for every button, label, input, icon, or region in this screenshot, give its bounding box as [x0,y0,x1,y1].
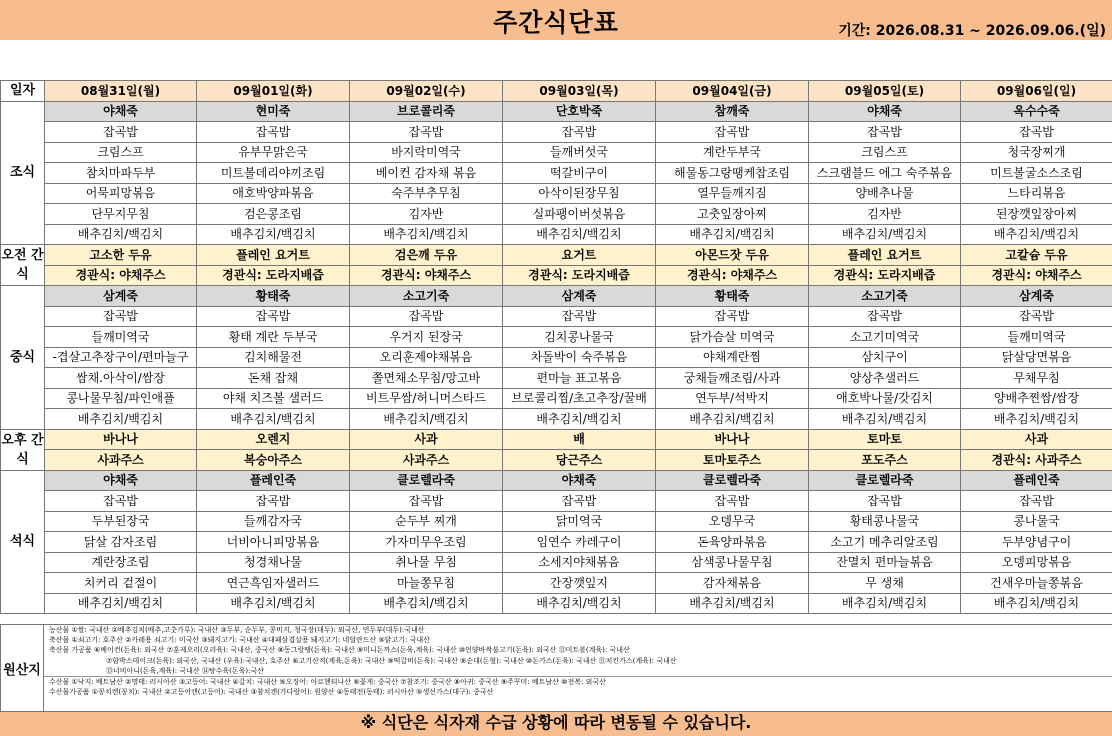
day-header: 09월01일(화) [197,81,350,102]
menu-item: -겹살고추장구이/편마늘구 [45,347,197,368]
menu-item: 청국장찌개 [961,142,1112,163]
menu-item: 오뎅무국 [656,511,809,532]
menu-item: 잡곡밥 [503,491,656,512]
menu-item: 아몬드잣 두유 [656,245,809,266]
origin-line-produce: 농산물 ①쌀: 국내산 ②배추김치(배추,고춧가루): 국내산 ③두부, 순두부, 콩비지, 청국장(대두): 외국산, 연두부(대두):국내산 [49,626,425,634]
breakfast-row [1,163,1112,184]
menu-item: 들깨미역국 [961,327,1112,348]
menu-item: 배추김치/백김치 [350,593,503,614]
menu-item: 차돌박이 숙주볶음 [503,347,656,368]
origin-line-meat-processed-2: ⑦함박스테이크(돈육): 외국산, 국내산 (우육):국내산, 호주산 ⑥고기산적(계육,돈육): 국내산 ⑨떡갈비(돈육): 국내산 ⑨순대(돈혈): 국내산 ⑩돈가스(돈육): 국내산 ⑪치킨가스(계육): 국내산 [106,656,677,665]
menu-item: 돈채 잡채 [197,368,350,389]
menu-item: 배추김치/백김치 [503,224,656,245]
menu-item: 돈육양파볶음 [656,532,809,553]
menu-item: 잡곡밥 [350,491,503,512]
menu-item: 배추김치/백김치 [961,409,1112,430]
menu-item: 미트볼데리야끼조림 [197,163,350,184]
menu-item: 미트볼굴소스조림 [961,163,1112,184]
menu-item: 토마토주스 [656,450,809,471]
menu-item: 경관식: 도라지배즙 [809,265,961,286]
morning-snack-row [1,245,1112,266]
day-header-row [1,81,1112,102]
menu-item: 야채죽 [809,101,961,122]
menu-item: 야채 치즈볼 샐러드 [197,388,350,409]
date-header-label: 일자 [1,81,45,102]
menu-item: 연두부/석박지 [656,388,809,409]
morning-snack-row [1,265,1112,286]
menu-item: 배추김치/백김치 [197,593,350,614]
menu-item: 계란장조림 [45,552,197,573]
lunch-row [1,306,1112,327]
menu-item: 배추김치/백김치 [503,409,656,430]
menu-item: 크림스프 [809,142,961,163]
lunch-row [1,368,1112,389]
breakfast-row [1,122,1112,143]
menu-item: 계란두부국 [656,142,809,163]
menu-item: 소고기죽 [809,286,961,307]
menu-item: 잔멸치 편마늘볶음 [809,552,961,573]
menu-item: 양배추찐쌈/쌈장 [961,388,1112,409]
menu-item: 단무지무침 [45,204,197,225]
menu-item: 소고기미역국 [809,327,961,348]
menu-item: 삼색콩나물무침 [656,552,809,573]
menu-item: 플레인 요거트 [809,245,961,266]
menu-item: 김치해물전 [197,347,350,368]
menu-item: 쌈채.아삭이/쌈장 [45,368,197,389]
menu-item: 배추김치/백김치 [350,224,503,245]
menu-item: 우거지 된장국 [350,327,503,348]
menu-item: 잡곡밥 [503,122,656,143]
menu-item: 베이컨 감자채 볶음 [350,163,503,184]
menu-item: 배추김치/백김치 [197,409,350,430]
morning-snack-label: 오전 간식 [1,245,45,286]
menu-item: 경관식: 야채주스 [350,265,503,286]
menu-item: 아삭이된장무침 [503,183,656,204]
menu-item: 바지락미역국 [350,142,503,163]
menu-item: 야채죽 [45,470,197,491]
origin-body [44,624,1112,712]
day-header: 08월31일(월) [45,81,197,102]
menu-item: 배추김치/백김치 [45,224,197,245]
menu-item: 소고기죽 [350,286,503,307]
day-header: 09월05일(토) [809,81,961,102]
menu-item: 사과주스 [350,450,503,471]
menu-item: 숙주부추무침 [350,183,503,204]
menu-item: 당근주스 [503,450,656,471]
dinner-row [1,470,1112,491]
lunch-row [1,388,1112,409]
lunch-label: 중식 [1,286,45,430]
menu-item: 사과 [961,429,1112,450]
menu-item: 크림스프 [45,142,197,163]
menu-item: 배추김치/백김치 [961,224,1112,245]
menu-item: 유부무맑은국 [197,142,350,163]
menu-item: 잡곡밥 [45,306,197,327]
menu-item: 떡갈비구이 [503,163,656,184]
menu-item: 잡곡밥 [503,306,656,327]
dinner-row [1,511,1112,532]
menu-item: 플레인죽 [197,470,350,491]
menu-item: 잡곡밥 [809,306,961,327]
menu-body [1,81,1112,614]
menu-item: 잡곡밥 [197,491,350,512]
menu-item: 임연수 카레구이 [503,532,656,553]
dinner-row [1,573,1112,594]
menu-item: 야채죽 [503,470,656,491]
breakfast-row [1,101,1112,122]
dinner-row [1,552,1112,573]
menu-item: 배 [503,429,656,450]
menu-item: 배추김치/백김치 [197,224,350,245]
afternoon-snack-label: 오후 간식 [1,429,45,470]
menu-item: 현미죽 [197,101,350,122]
dinner-row [1,532,1112,553]
menu-item: 플레인 요거트 [197,245,350,266]
breakfast-row [1,204,1112,225]
menu-item: 잡곡밥 [656,491,809,512]
menu-item: 배추김치/백김치 [45,409,197,430]
menu-item: 애호박나물/갓김치 [809,388,961,409]
menu-item: 배추김치/백김치 [45,593,197,614]
menu-item: 닭미역국 [503,511,656,532]
menu-item: 어묵피망볶음 [45,183,197,204]
breakfast-label: 조식 [1,101,45,245]
menu-item: 잡곡밥 [350,306,503,327]
menu-item: 삼계죽 [45,286,197,307]
menu-item: 연근흑임자샐러드 [197,573,350,594]
menu-item: 바나나 [656,429,809,450]
day-header: 09월02일(수) [350,81,503,102]
afternoon-snack-row [1,429,1112,450]
menu-item: 된장깻잎장아찌 [961,204,1112,225]
menu-item: 배추김치/백김치 [656,224,809,245]
origin-label: 원산지 [0,624,44,712]
menu-item: 경관식: 야채주스 [45,265,197,286]
menu-item: 삼계죽 [503,286,656,307]
menu-item: 검은깨 두유 [350,245,503,266]
menu-item: 무채무침 [961,368,1112,389]
dinner-row [1,491,1112,512]
breakfast-row [1,183,1112,204]
menu-item: 양상추샐러드 [809,368,961,389]
title-bar [0,0,1112,40]
menu-item: 황태 계란 두부국 [197,327,350,348]
menu-item: 닭가슴살 미역국 [656,327,809,348]
menu-item: 두부양념구이 [961,532,1112,553]
day-header: 09월06일(일) [961,81,1112,102]
menu-item: 감자채볶음 [656,573,809,594]
menu-item: 잡곡밥 [45,491,197,512]
menu-item: 배추김치/백김치 [809,224,961,245]
menu-item: 잡곡밥 [350,122,503,143]
menu-item: 애호박양파볶음 [197,183,350,204]
menu-item: 편마늘 표고볶음 [503,368,656,389]
menu-item: 닭살 감자조림 [45,532,197,553]
menu-item: 소고기 메추리알조림 [809,532,961,553]
menu-item: 청경채나물 [197,552,350,573]
lunch-row [1,409,1112,430]
menu-item: 잡곡밥 [197,122,350,143]
menu-item: 소세지야채볶음 [503,552,656,573]
lunch-row [1,327,1112,348]
menu-item: 잡곡밥 [656,122,809,143]
footer-notice: ※ 식단은 식자재 수급 상황에 따라 변동될 수 있습니다. [0,712,1112,736]
dinner-label: 석식 [1,470,45,614]
menu-item: 배추김치/백김치 [503,593,656,614]
menu-item: 들깨미역국 [45,327,197,348]
menu-item: 고소한 두유 [45,245,197,266]
menu-item: 비트무쌈/허니머스타드 [350,388,503,409]
menu-item: 오리훈제야채볶음 [350,347,503,368]
dinner-row [1,593,1112,614]
menu-item: 김자반 [809,204,961,225]
menu-item: 잡곡밥 [961,122,1112,143]
menu-item: 사과 [350,429,503,450]
menu-item: 잡곡밥 [809,122,961,143]
menu-item: 느타리볶음 [961,183,1112,204]
menu-item: 오렌지 [197,429,350,450]
menu-item: 배추김치/백김치 [350,409,503,430]
menu-item: 야채죽 [45,101,197,122]
page-title: 주간식단표 [493,8,619,37]
period-range: 기간: 2026.08.31 ~ 2026.09.06.(일) [838,23,1106,39]
menu-item: 경관식: 도라지배즙 [197,265,350,286]
menu-item: 삼계죽 [961,286,1112,307]
menu-item: 고칼슘 두유 [961,245,1112,266]
menu-item: 잡곡밥 [961,306,1112,327]
menu-item: 포도주스 [809,450,961,471]
day-header: 09월04일(금) [656,81,809,102]
menu-item: 잡곡밥 [961,491,1112,512]
menu-item: 순두부 찌개 [350,511,503,532]
menu-item: 고춧잎장아찌 [656,204,809,225]
afternoon-snack-row [1,450,1112,471]
menu-item: 배추김치/백김치 [656,409,809,430]
menu-item: 참깨죽 [656,101,809,122]
menu-item: 야채계란찜 [656,347,809,368]
menu-item: 오뎅피망볶음 [961,552,1112,573]
menu-item: 잡곡밥 [809,491,961,512]
menu-item: 실파팽이버섯볶음 [503,204,656,225]
menu-item: 콩나물국 [961,511,1112,532]
menu-item: 잡곡밥 [197,306,350,327]
menu-item: 황태죽 [197,286,350,307]
menu-item: 옥수수죽 [961,101,1112,122]
origin-line-meat-processed-3: ⑬너비아니(돈육,계육): 국내산 ⑭탕수육(돈육):국산 [106,666,265,675]
menu-item: 스크램블드 에그 숙주볶음 [809,163,961,184]
origin-line-meat-processed: 축산물 가공품 ⑥베이컨(돈육): 외국산 ⑦훈제오리(오리육): 국내산, 중국산 ⑧동그랑땡(돈육): 국내산 ⑨미니돈까스(돈육,계육): 국내산 ⑩언양바싹불고기(돈육): 외국산 ⑪미트볼(계육): 국내산 [49,646,630,655]
menu-item: 배추김치/백김치 [809,593,961,614]
menu-item: 열무들깨지짐 [656,183,809,204]
menu-item: 들깨감자국 [197,511,350,532]
menu-item: 건새우마늘쫑볶음 [961,573,1112,594]
menu-item: 경관식: 야채주스 [656,265,809,286]
menu-item: 무 생채 [809,573,961,594]
menu-item: 황태죽 [656,286,809,307]
menu-item: 토마토 [809,429,961,450]
origin-line-seafood: 수산물 ①낙지: 베트남산 ②명태: 러시아산 ③고등어: 국내산 ④갈치: 국내산 ⑤오징어: 아르헨티나산 ⑥꽃게: 중국산 ⑦참조기: 중국산 ⑧아귀: 중국산 ⑨주꾸미: 베트남산 ⑩전복: 외국산 [44,676,1112,687]
menu-item: 잡곡밥 [45,122,197,143]
menu-item: 사과주스 [45,450,197,471]
menu-item: 복숭아주스 [197,450,350,471]
menu-item: 닭살당면볶음 [961,347,1112,368]
menu-item: 취나물 무침 [350,552,503,573]
menu-item: 검은콩조림 [197,204,350,225]
breakfast-row [1,142,1112,163]
day-header: 09월03일(목) [503,81,656,102]
menu-item: 클로렐라죽 [656,470,809,491]
menu-item: 단호박죽 [503,101,656,122]
menu-item: 양배추나물 [809,183,961,204]
menu-item: 삼치구이 [809,347,961,368]
menu-item: 배추김치/백김치 [961,593,1112,614]
origin-section [0,624,1112,712]
menu-item: 참치마파두부 [45,163,197,184]
menu-item: 콩나물무침/파인애플 [45,388,197,409]
breakfast-row [1,224,1112,245]
menu-item: 가자미무우조림 [350,532,503,553]
menu-item: 클로렐라죽 [809,470,961,491]
menu-item: 김자반 [350,204,503,225]
menu-item: 마늘쫑무침 [350,573,503,594]
menu-item: 경관식: 사과주스 [961,450,1112,471]
origin-line-meat: 축산물 ①쇠고기: 호주산 ②카레용 쇠고기: 미국산 ③돼지고기: 국내산 ④대패삼겹살용 돼지고기: 네덜란드산 ⑤닭고기: 국내산 [49,636,430,645]
menu-item: 김치콩나물국 [503,327,656,348]
menu-item: 너비아니피망볶음 [197,532,350,553]
menu-item: 플레인죽 [961,470,1112,491]
menu-item: 브로콜리죽 [350,101,503,122]
menu-item: 브로콜리찜/초고추장/꿀배 [503,388,656,409]
menu-item: 클로렐라죽 [350,470,503,491]
menu-item: 쫄면채소무침/망고바 [350,368,503,389]
menu-item: 잡곡밥 [656,306,809,327]
menu-item: 배추김치/백김치 [656,593,809,614]
menu-item: 바나나 [45,429,197,450]
menu-item: 경관식: 야채주스 [961,265,1112,286]
menu-item: 궁채들깨조림/사과 [656,368,809,389]
menu-table [0,80,1112,614]
lunch-row [1,347,1112,368]
menu-item: 배추김치/백김치 [809,409,961,430]
menu-item: 경관식: 도라지배즙 [503,265,656,286]
lunch-row [1,286,1112,307]
menu-item: 간장깻잎지 [503,573,656,594]
menu-item: 두부된장국 [45,511,197,532]
origin-line-seafood-processed: 수산물가공품 ①꽁치캔(꽁치): 국내산 ②고등어캔(고등어): 국내산 ③참치캔(가다랑어): 원양산 ④동태전(동태): 러시아산 ⑤생선가스(대구): 중국산 [49,688,494,697]
menu-item: 황태콩나물국 [809,511,961,532]
menu-item: 치커리 겉절이 [45,573,197,594]
menu-item: 해물동그랑땡케찹조림 [656,163,809,184]
menu-item: 들깨버섯국 [503,142,656,163]
menu-item: 요거트 [503,245,656,266]
